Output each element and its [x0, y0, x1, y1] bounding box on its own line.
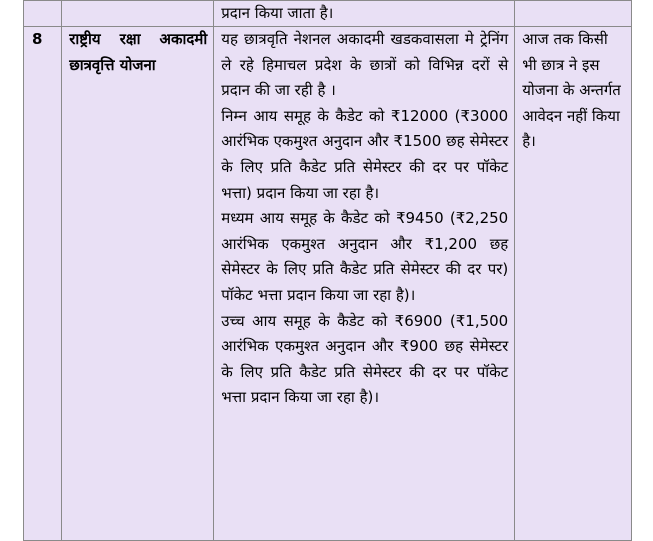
serial-number: 8 — [32, 30, 43, 48]
table-row-continued — [24, 1, 632, 27]
scheme-name: राष्ट्रीय रक्षा अकादमी छात्रवृत्ति योजना — [69, 30, 208, 74]
remarks-cell — [515, 27, 632, 541]
serial-cell — [24, 27, 62, 541]
description-paragraph-middle-income: मध्यम आय समूह के कैडेट को ₹9450 (₹2,250 आरंभिक एकमुश्त अनुदान और ₹1,200 छह सेमेस्टर के लिए प्रति कैडेट प्रति सेमेस्टर की दर पर) पॉकेट भत्ता प्रदान किया जा रहा है)। — [221, 209, 509, 304]
description-paragraph-low-income: निम्न आय समूह के कैडेट को ₹12000 (₹3000 आरंभिक एकमुश्त अनुदान और ₹1500 छह सेमेस्टर के लिए प्रति कैडेट प्रति सेमेस्टर की दर पर पॉकेट भत्ता) प्रदान किया जा रहा है। — [221, 106, 509, 202]
description-cell-continued — [214, 1, 515, 27]
scheme-name-cell — [62, 27, 214, 541]
description-paragraph-high-income: उच्च आय समूह के कैडेट को ₹6900 (₹1,500 आरंभिक एकमुश्त अनुदान और ₹900 छह सेमेस्टर के लिए प्रति कैडेट प्रति सेमेस्टर की दर पर पॉकेट भत्ता प्रदान किया जा रहा है)। — [221, 311, 509, 407]
scheme-name-cell-empty — [62, 1, 214, 27]
scheme-table — [23, 0, 632, 541]
description-paragraph-intro: यह छात्रवृति नेशनल अकादमी खडकवासला मे ट्रेनिंग ले रहे हिमाचल प्रदेश के छात्रों को विभिन्न दरों से प्रदान की जा रही है । — [221, 30, 509, 100]
remarks-cell-empty — [515, 1, 632, 27]
table-row — [24, 27, 632, 541]
description-cell — [214, 27, 515, 541]
serial-cell-empty — [24, 1, 62, 27]
description-tail: प्रदान किया जाता है। — [221, 4, 334, 22]
remarks-text: आज तक किसी भी छात्र ने इस योजना के अन्तर्गत आवेदन नहीं किया है। — [522, 30, 621, 151]
